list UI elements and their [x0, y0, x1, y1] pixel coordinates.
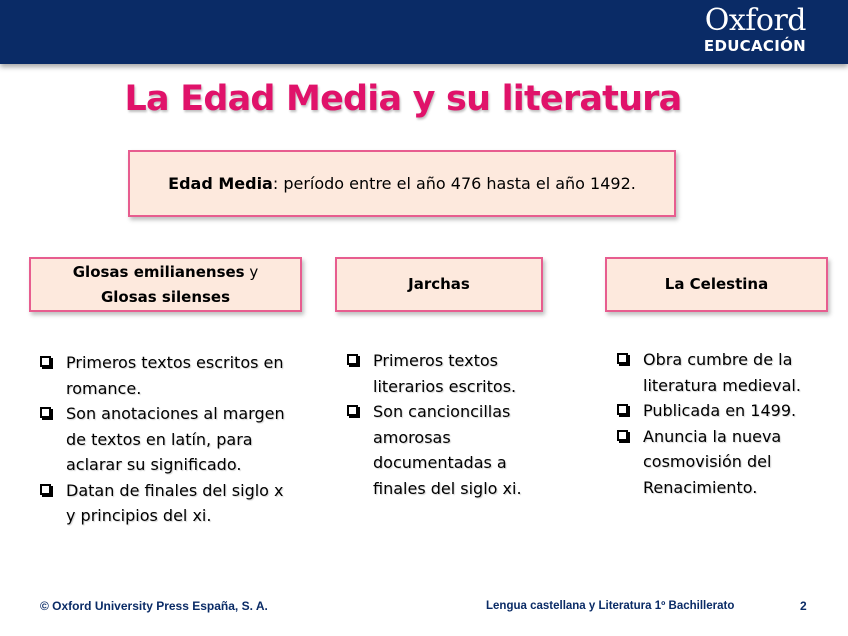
checkbox-bullet-icon: [40, 484, 51, 495]
educacion-logo-text: EDUCACIÓN: [703, 37, 806, 55]
checkbox-bullet-icon: [617, 404, 628, 415]
celestina-heading: La Celestina: [664, 275, 769, 293]
celestina-heading-box: [605, 257, 828, 312]
footer-copyright: © Oxford University Press España, S. A.: [40, 599, 268, 613]
list-item: Son anotaciones al margen de textos en latín, para aclarar su significado.: [40, 401, 295, 478]
list-item: Primeros textos escritos en romance.: [40, 350, 295, 401]
jarchas-heading-box: [335, 257, 543, 312]
footer-course: Lengua castellana y Literatura 1º Bachillerato: [486, 600, 735, 612]
list-item: Primeros textos literarios escritos.: [347, 348, 542, 399]
checkbox-bullet-icon: [617, 430, 628, 441]
glosas-heading-part1: Glosas emilianenses: [72, 262, 245, 281]
definition-box: [128, 150, 676, 217]
glosas-heading-box: [29, 257, 302, 312]
jarchas-heading: Jarchas: [408, 275, 470, 293]
header-bar: [0, 0, 848, 64]
slide-title: La Edad Media y su literatura: [124, 79, 682, 119]
list-item: Publicada en 1499.: [617, 398, 832, 424]
definition-term: Edad Media: [168, 174, 273, 193]
glosas-heading-connector: y: [244, 262, 259, 281]
list-item: Obra cumbre de la literatura medieval.: [617, 347, 832, 398]
glosas-heading-part2: Glosas silenses: [100, 287, 231, 306]
checkbox-bullet-icon: [40, 407, 51, 418]
oxford-logo: Oxford: [704, 3, 806, 38]
glosas-list: [40, 350, 295, 529]
celestina-list: [617, 347, 832, 500]
list-item: Datan de finales del siglo x y principios del xi.: [40, 478, 295, 529]
page-number: 2: [800, 599, 807, 613]
checkbox-bullet-icon: [617, 353, 628, 364]
list-item: Anuncia la nueva cosmovisión del Renacimiento.: [617, 424, 832, 501]
checkbox-bullet-icon: [40, 356, 51, 367]
jarchas-list: [347, 348, 542, 501]
checkbox-bullet-icon: [347, 405, 358, 416]
definition-text: : período entre el año 476 hasta el año 1492.: [272, 174, 636, 193]
checkbox-bullet-icon: [347, 354, 358, 365]
list-item: Son cancioncillas amorosas documentadas a finales del siglo xi.: [347, 399, 542, 501]
